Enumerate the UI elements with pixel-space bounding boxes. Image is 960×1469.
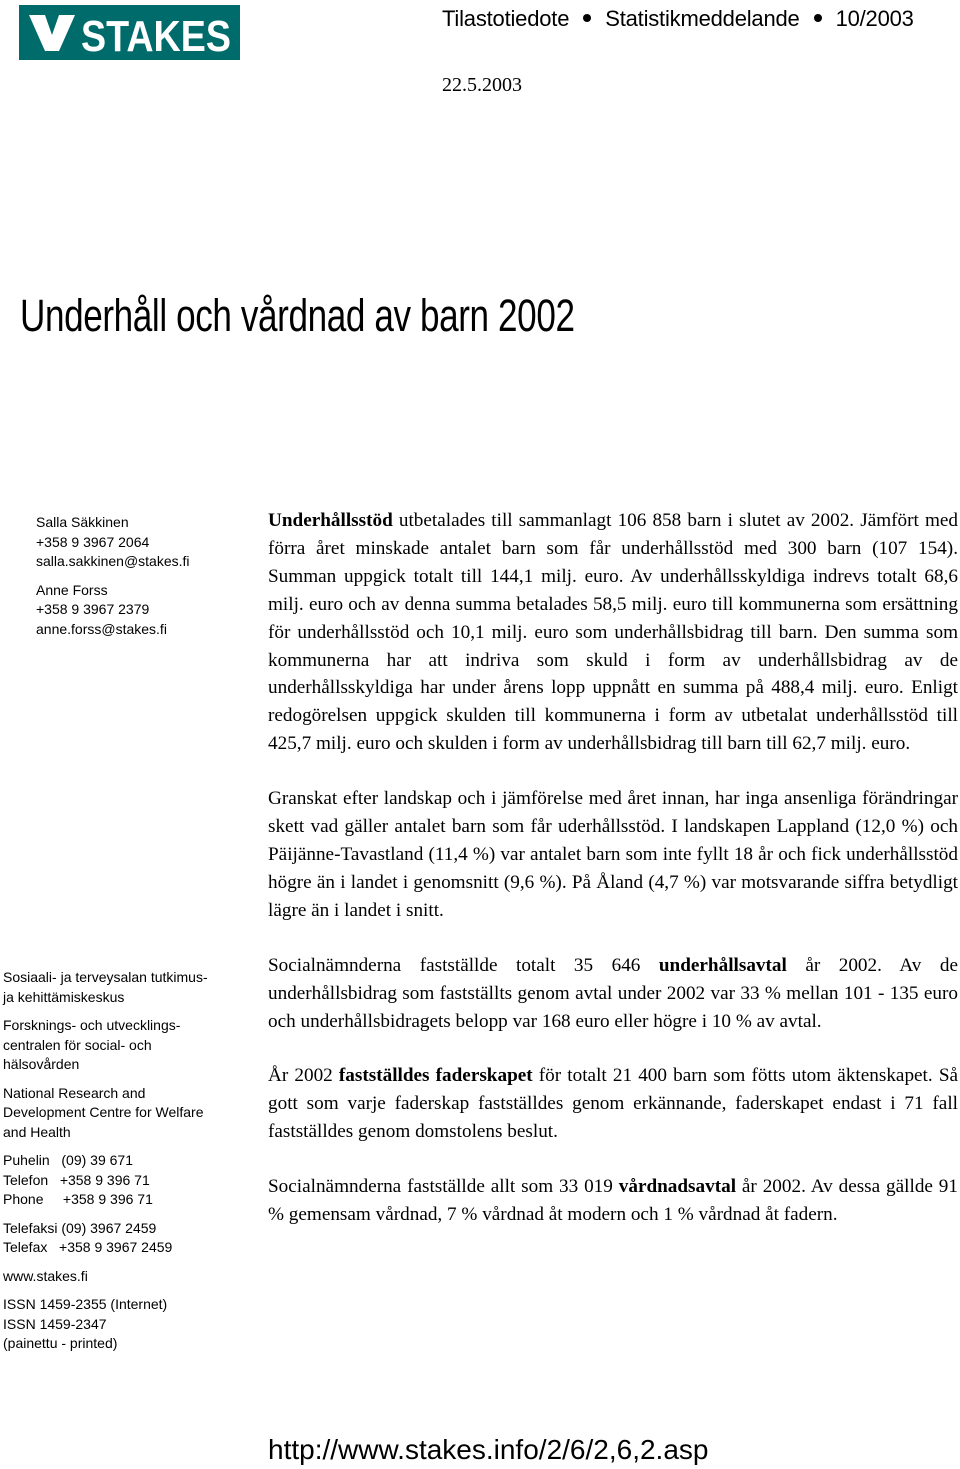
org-name-line: Forsknings- och utvecklings- [3, 1017, 181, 1033]
org-name-line: ja kehittämiskeskus [3, 988, 125, 1005]
publication-header [442, 6, 914, 32]
bold-term: vårdnadsavtal [618, 1176, 737, 1198]
series-name-fi: Tilastotiedote [442, 6, 570, 31]
bold-term: Underhållsstöd [268, 510, 393, 531]
contact-list [36, 513, 190, 648]
contact-item [36, 581, 190, 640]
org-name-line: hälsovården [3, 1056, 80, 1072]
logo-text: STAKES [81, 12, 231, 60]
org-name-fi [3, 968, 243, 1007]
contact-phone: +358 9 3967 2379 [36, 601, 150, 617]
phone-line: Puhelin (09) 39 671 [3, 1152, 133, 1168]
contact-email[interactable]: anne.forss@stakes.fi [36, 620, 167, 637]
paragraph-regions: Granskat efter landskap och i jämförelse med året innan, har inga ansenliga förändringar skett vad gäller antalet barn som får uderhållsstöd. I landskapen Lappland (12,0 %) och Päijänne-Tavastland (11,4 %) var antalet barn som inte fyllt 18 år och fick underhållsstöd högre än i landet i genomsnitt (9,6 %). På Åland (4,7 %) var motsvarande siffra betydligt lägre än i landet i snitt. [268, 788, 958, 921]
phone-line: Telefon +358 9 396 71 [3, 1171, 150, 1188]
publication-date: 22.5.2003 [442, 74, 522, 96]
contact-name: Anne Forss [36, 581, 108, 598]
bullet-icon [814, 14, 822, 22]
fax-line: Telefaksi (09) 3967 2459 [3, 1219, 157, 1236]
contact-name: Salla Säkkinen [36, 514, 129, 530]
paragraph-paternity [268, 1062, 958, 1146]
paragraph-text: år 2002. Av de underhållsbidrag som fastställts genom avtal under 2002 var 33 % mellan 101 - 135 euro och underhållsbidragets belopp var 168 euro eller högre i 10 % av avtal. [268, 954, 958, 1032]
paragraph-text: Socialnämnderna fastställde allt som 33 019 [268, 1176, 619, 1198]
org-name-line: centralen för social- och [3, 1036, 152, 1053]
org-name-en [3, 1084, 243, 1143]
issn-info [3, 1295, 243, 1354]
issn-line: ISSN 1459-2347 [3, 1315, 107, 1332]
contact-email[interactable]: salla.sakkinen@stakes.fi [36, 553, 190, 569]
phone-line: Phone +358 9 396 71 [3, 1191, 153, 1207]
footer-url-link[interactable]: http://www.stakes.info/2/6/2,6,2.asp [268, 1434, 709, 1465]
paragraph-text: år 2002. Av dessa gällde 91 % gemensam vårdnad, 7 % vårdnad åt modern och 1 % vårdnad åt fadern. [268, 1176, 958, 1226]
organization-sidebar [3, 968, 243, 1363]
issue-number: 10/2003 [835, 6, 914, 31]
issn-line: ISSN 1459-2355 (Internet) [3, 1296, 168, 1312]
series-name-sv: Statistikmeddelande [605, 6, 800, 31]
paragraph-text: År 2002 [268, 1065, 339, 1087]
paragraph-maintenance-support [268, 507, 958, 758]
org-name-line: National Research and [3, 1084, 146, 1101]
page-title: Underhåll och vårdnad av barn 2002 [20, 290, 575, 341]
org-name-line: Sosiaali- ja terveysalan tutkimus- [3, 969, 208, 985]
issn-line: (painettu - printed) [3, 1335, 118, 1351]
contact-item [36, 513, 190, 572]
org-name-line: Development Centre for Welfare [3, 1104, 204, 1120]
paragraph-maintenance-agreements [268, 952, 958, 1036]
bold-term: fastställdes faderskapet [338, 1065, 533, 1087]
org-name-sv [3, 1016, 243, 1075]
paragraph-text: för totalt 21 400 barn som fötts utom äktenskapet. Så gott som varje faderskap fastställdes genom erkännande, faderskapet endast i 71 fall fastställdes genom domstolens beslut. [268, 1065, 959, 1143]
paragraph-text: Socialnämnderna fastställde totalt 35 646 [268, 954, 659, 976]
fax-line: Telefax +358 9 3967 2459 [3, 1239, 173, 1255]
org-name-line: and Health [3, 1123, 71, 1140]
bold-term: underhållsavtal [658, 954, 787, 976]
paragraph-custody [268, 1173, 958, 1229]
stakes-logo [19, 5, 240, 60]
paragraph-text: utbetalades till sammanlagt 106 858 barn i slutet av 2002. Jämfört med förra året minskade antalet barn som får underhållsstöd med 300 barn (107 154). Summan uppgick totalt till 144,1 milj. euro. Av underhållsskyldiga indrevs totalt 68,6 milj. euro och av denna summa betalades 58,5 milj. euro till kommunerna som ersättning för underhållsstöd och 10,1 milj. euro som underhållsbidrag till barn. Den summa som kommunerna har att indriva som skuld i form av underhållsbidrag av de underhållsskyldiga har under årens lopp uppnått en summa på 488,4 milj. euro. Enligt redogörelsen uppgick skulden till kommunerna i form av utbetalat underhållsstöd till 425,7 milj. euro och skulden i form av underhållsbidrag till barn till 62,7 milj. euro. [268, 510, 958, 755]
contact-phone: +358 9 3967 2064 [36, 533, 150, 550]
main-text [268, 507, 958, 1256]
phone-numbers [3, 1151, 243, 1210]
bullet-icon [583, 14, 591, 22]
fax-numbers [3, 1219, 243, 1258]
website-link[interactable]: www.stakes.fi [3, 1267, 88, 1284]
